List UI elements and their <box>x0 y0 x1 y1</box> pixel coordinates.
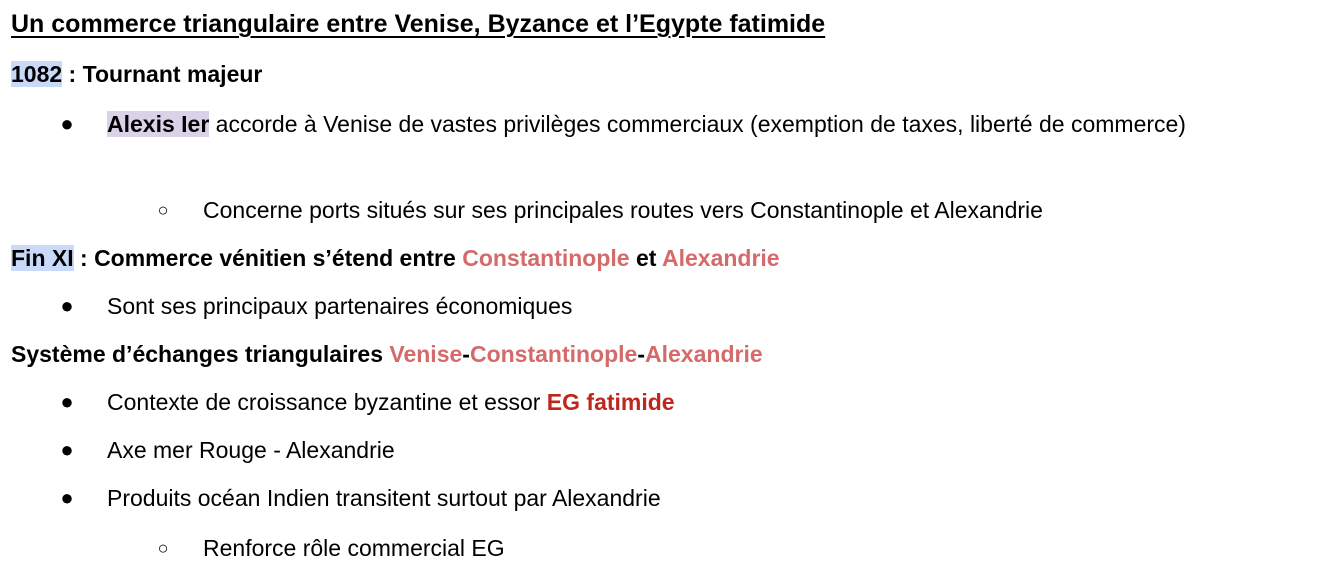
list-item-contexte <box>107 384 675 420</box>
bullet-disc-icon: ● <box>60 293 74 318</box>
heading-1082 <box>11 56 262 92</box>
heading-systeme <box>11 336 763 372</box>
bullet-circle-icon: ○ <box>157 200 169 220</box>
city-constantinople: Constantinople <box>469 341 638 367</box>
heading-fin-xi-text: : Commerce vénitien s’étend entre <box>73 245 463 271</box>
bullet-disc-icon: ● <box>60 437 74 462</box>
bullet-disc-icon: ● <box>60 111 74 136</box>
heading-1082-text: : Tournant majeur <box>62 61 263 87</box>
bullet-disc-icon: ● <box>60 485 74 510</box>
city-alexandrie: Alexandrie <box>661 245 780 271</box>
heading-fin-xi <box>11 240 780 276</box>
sub-item-ports: Concerne ports situés sur ses principales routes vers Constantinople et Alexandrie <box>203 197 1043 223</box>
document-title: Un commerce triangulaire entre Venise, Byzance et l’Egypte fatimide <box>11 10 826 38</box>
year-highlight: 1082 <box>11 61 63 87</box>
separator: - <box>462 341 470 367</box>
alexis-text: accorde à Venise de vastes privilèges commerciaux (exemption de taxes, liberté de commerce) <box>209 111 1186 137</box>
bullet-disc-icon: ● <box>60 389 74 414</box>
city-alexandrie: Alexandrie <box>645 341 763 367</box>
list-item-axe: Axe mer Rouge - Alexandrie <box>107 437 395 463</box>
city-venise: Venise <box>389 341 463 367</box>
eg-fatimide-highlight: EG fatimide <box>546 389 675 415</box>
fin-xi-highlight: Fin XI <box>11 245 74 271</box>
list-item-produits: Produits océan Indien transitent surtout par Alexandrie <box>107 485 661 511</box>
alexis-name-highlight: Alexis Ier <box>107 111 210 137</box>
heading-fin-xi-and: et <box>629 245 662 271</box>
separator: - <box>637 341 646 367</box>
heading-systeme-text: Système d’échanges triangulaires <box>11 341 390 367</box>
sub-item-renforce: Renforce rôle commercial EG <box>203 535 505 561</box>
bullet-circle-icon: ○ <box>157 538 169 558</box>
city-constantinople: Constantinople <box>462 245 630 271</box>
list-item-partners: Sont ses principaux partenaires économiques <box>107 293 573 319</box>
list-item-alexis <box>107 106 1295 142</box>
contexte-text: Contexte de croissance byzantine et essor <box>107 389 547 415</box>
